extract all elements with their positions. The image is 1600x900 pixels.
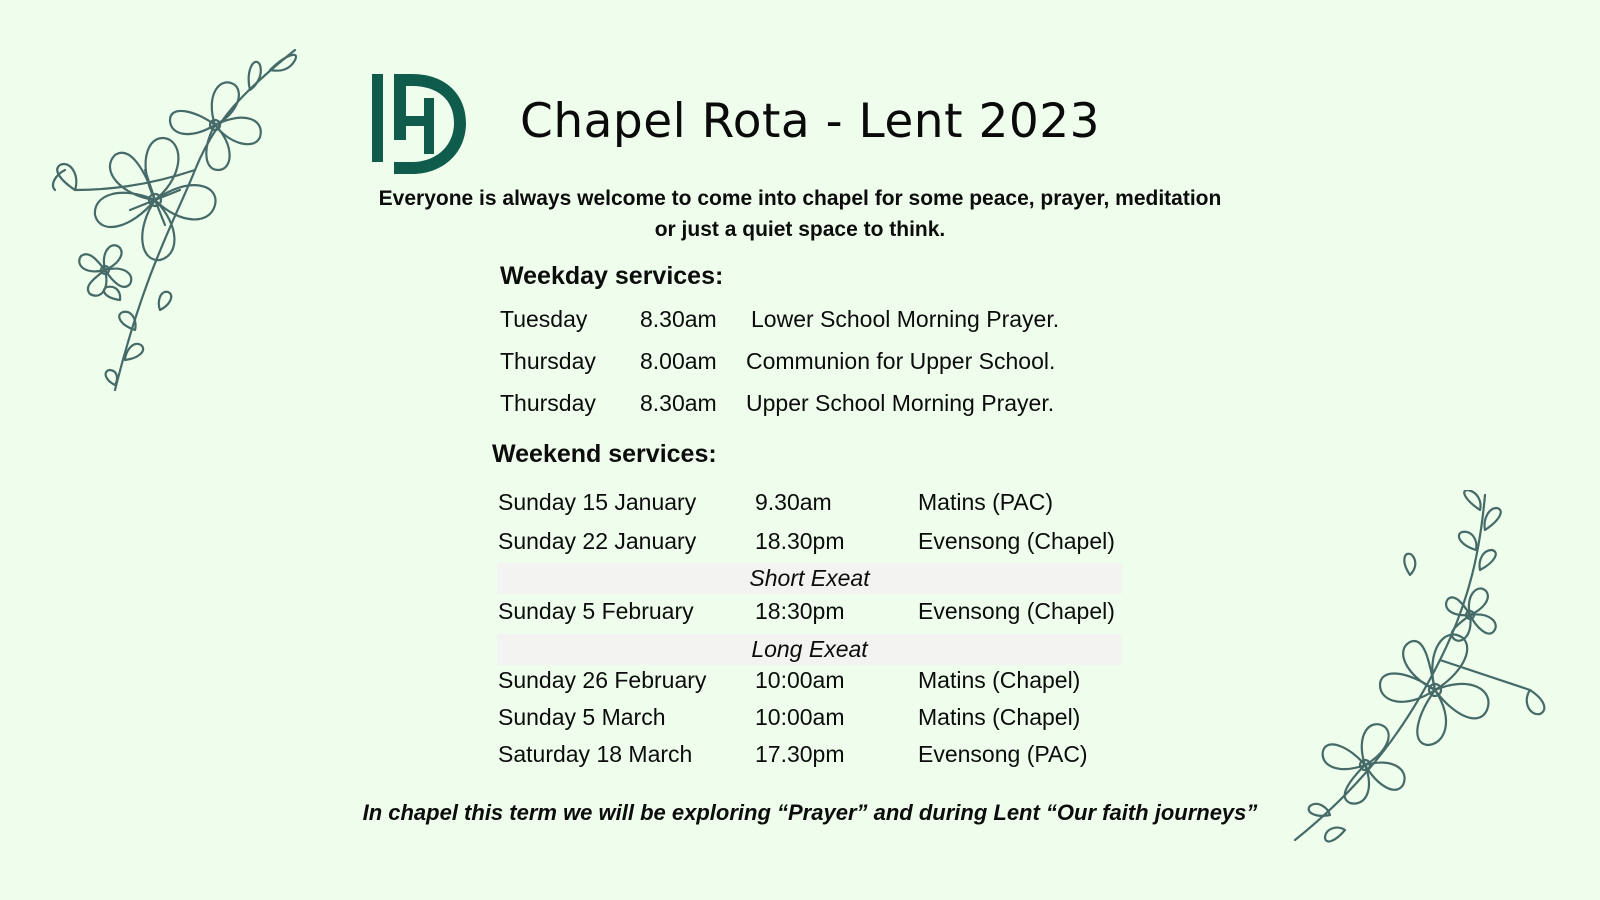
- service-event: Evensong (Chapel): [918, 598, 1115, 624]
- exeat-note-long: Long Exeat: [497, 634, 1122, 665]
- service-day: Thursday: [500, 390, 596, 416]
- service-event: Evensong (Chapel): [918, 528, 1115, 554]
- service-day: Thursday: [500, 348, 596, 374]
- service-date: Sunday 5 February: [498, 598, 694, 624]
- service-time: 17.30pm: [755, 741, 845, 767]
- service-time: 8.30am: [640, 390, 717, 416]
- service-time: 10:00am: [755, 704, 845, 730]
- weekend-service-row: [0, 704, 1600, 734]
- page-title: Chapel Rota - Lent 2023: [520, 94, 1101, 149]
- service-time: 18:30pm: [755, 598, 845, 624]
- service-date: Sunday 26 February: [498, 667, 707, 693]
- service-date: Saturday 18 March: [498, 741, 693, 767]
- welcome-message: [350, 183, 1250, 245]
- service-time: 18.30pm: [755, 528, 845, 554]
- weekend-service-row: [0, 528, 1600, 558]
- service-date: Sunday 5 March: [498, 704, 666, 730]
- service-description: Communion for Upper School.: [746, 348, 1056, 374]
- service-event: Evensong (PAC): [918, 741, 1088, 767]
- weekday-services-heading: Weekday services:: [500, 262, 724, 290]
- service-description: Lower School Morning Prayer.: [751, 306, 1060, 332]
- weekend-service-row: [0, 598, 1600, 628]
- weekend-service-row: [0, 489, 1600, 519]
- service-date: Sunday 22 January: [498, 528, 697, 554]
- service-time: 8.30am: [640, 306, 717, 332]
- service-event: Matins (PAC): [918, 489, 1054, 515]
- service-description: Upper School Morning Prayer.: [746, 390, 1055, 416]
- service-time: 9.30am: [755, 489, 832, 515]
- service-date: Sunday 15 January: [498, 489, 697, 515]
- weekend-services-heading: Weekend services:: [492, 440, 717, 468]
- welcome-line-2: or just a quiet space to think.: [654, 218, 946, 241]
- exeat-note-short: Short Exeat: [497, 563, 1122, 594]
- service-time: 8.00am: [640, 348, 717, 374]
- weekend-service-row: [0, 741, 1600, 771]
- service-event: Matins (Chapel): [918, 667, 1081, 693]
- welcome-line-1: Everyone is always welcome to come into chapel for some peace, prayer, meditation: [378, 187, 1222, 210]
- service-day: Tuesday: [500, 306, 588, 332]
- weekend-service-row: [0, 667, 1600, 697]
- weekday-service-row: [0, 390, 1600, 420]
- service-time: 10:00am: [755, 667, 845, 693]
- weekday-service-row: [0, 306, 1600, 336]
- service-event: Matins (Chapel): [918, 704, 1081, 730]
- weekday-service-row: [0, 348, 1600, 378]
- footer-theme-note: In chapel this term we will be exploring “Prayer” and during Lent “Our faith journeys”: [362, 800, 1258, 825]
- dh-monogram-logo: [372, 70, 472, 178]
